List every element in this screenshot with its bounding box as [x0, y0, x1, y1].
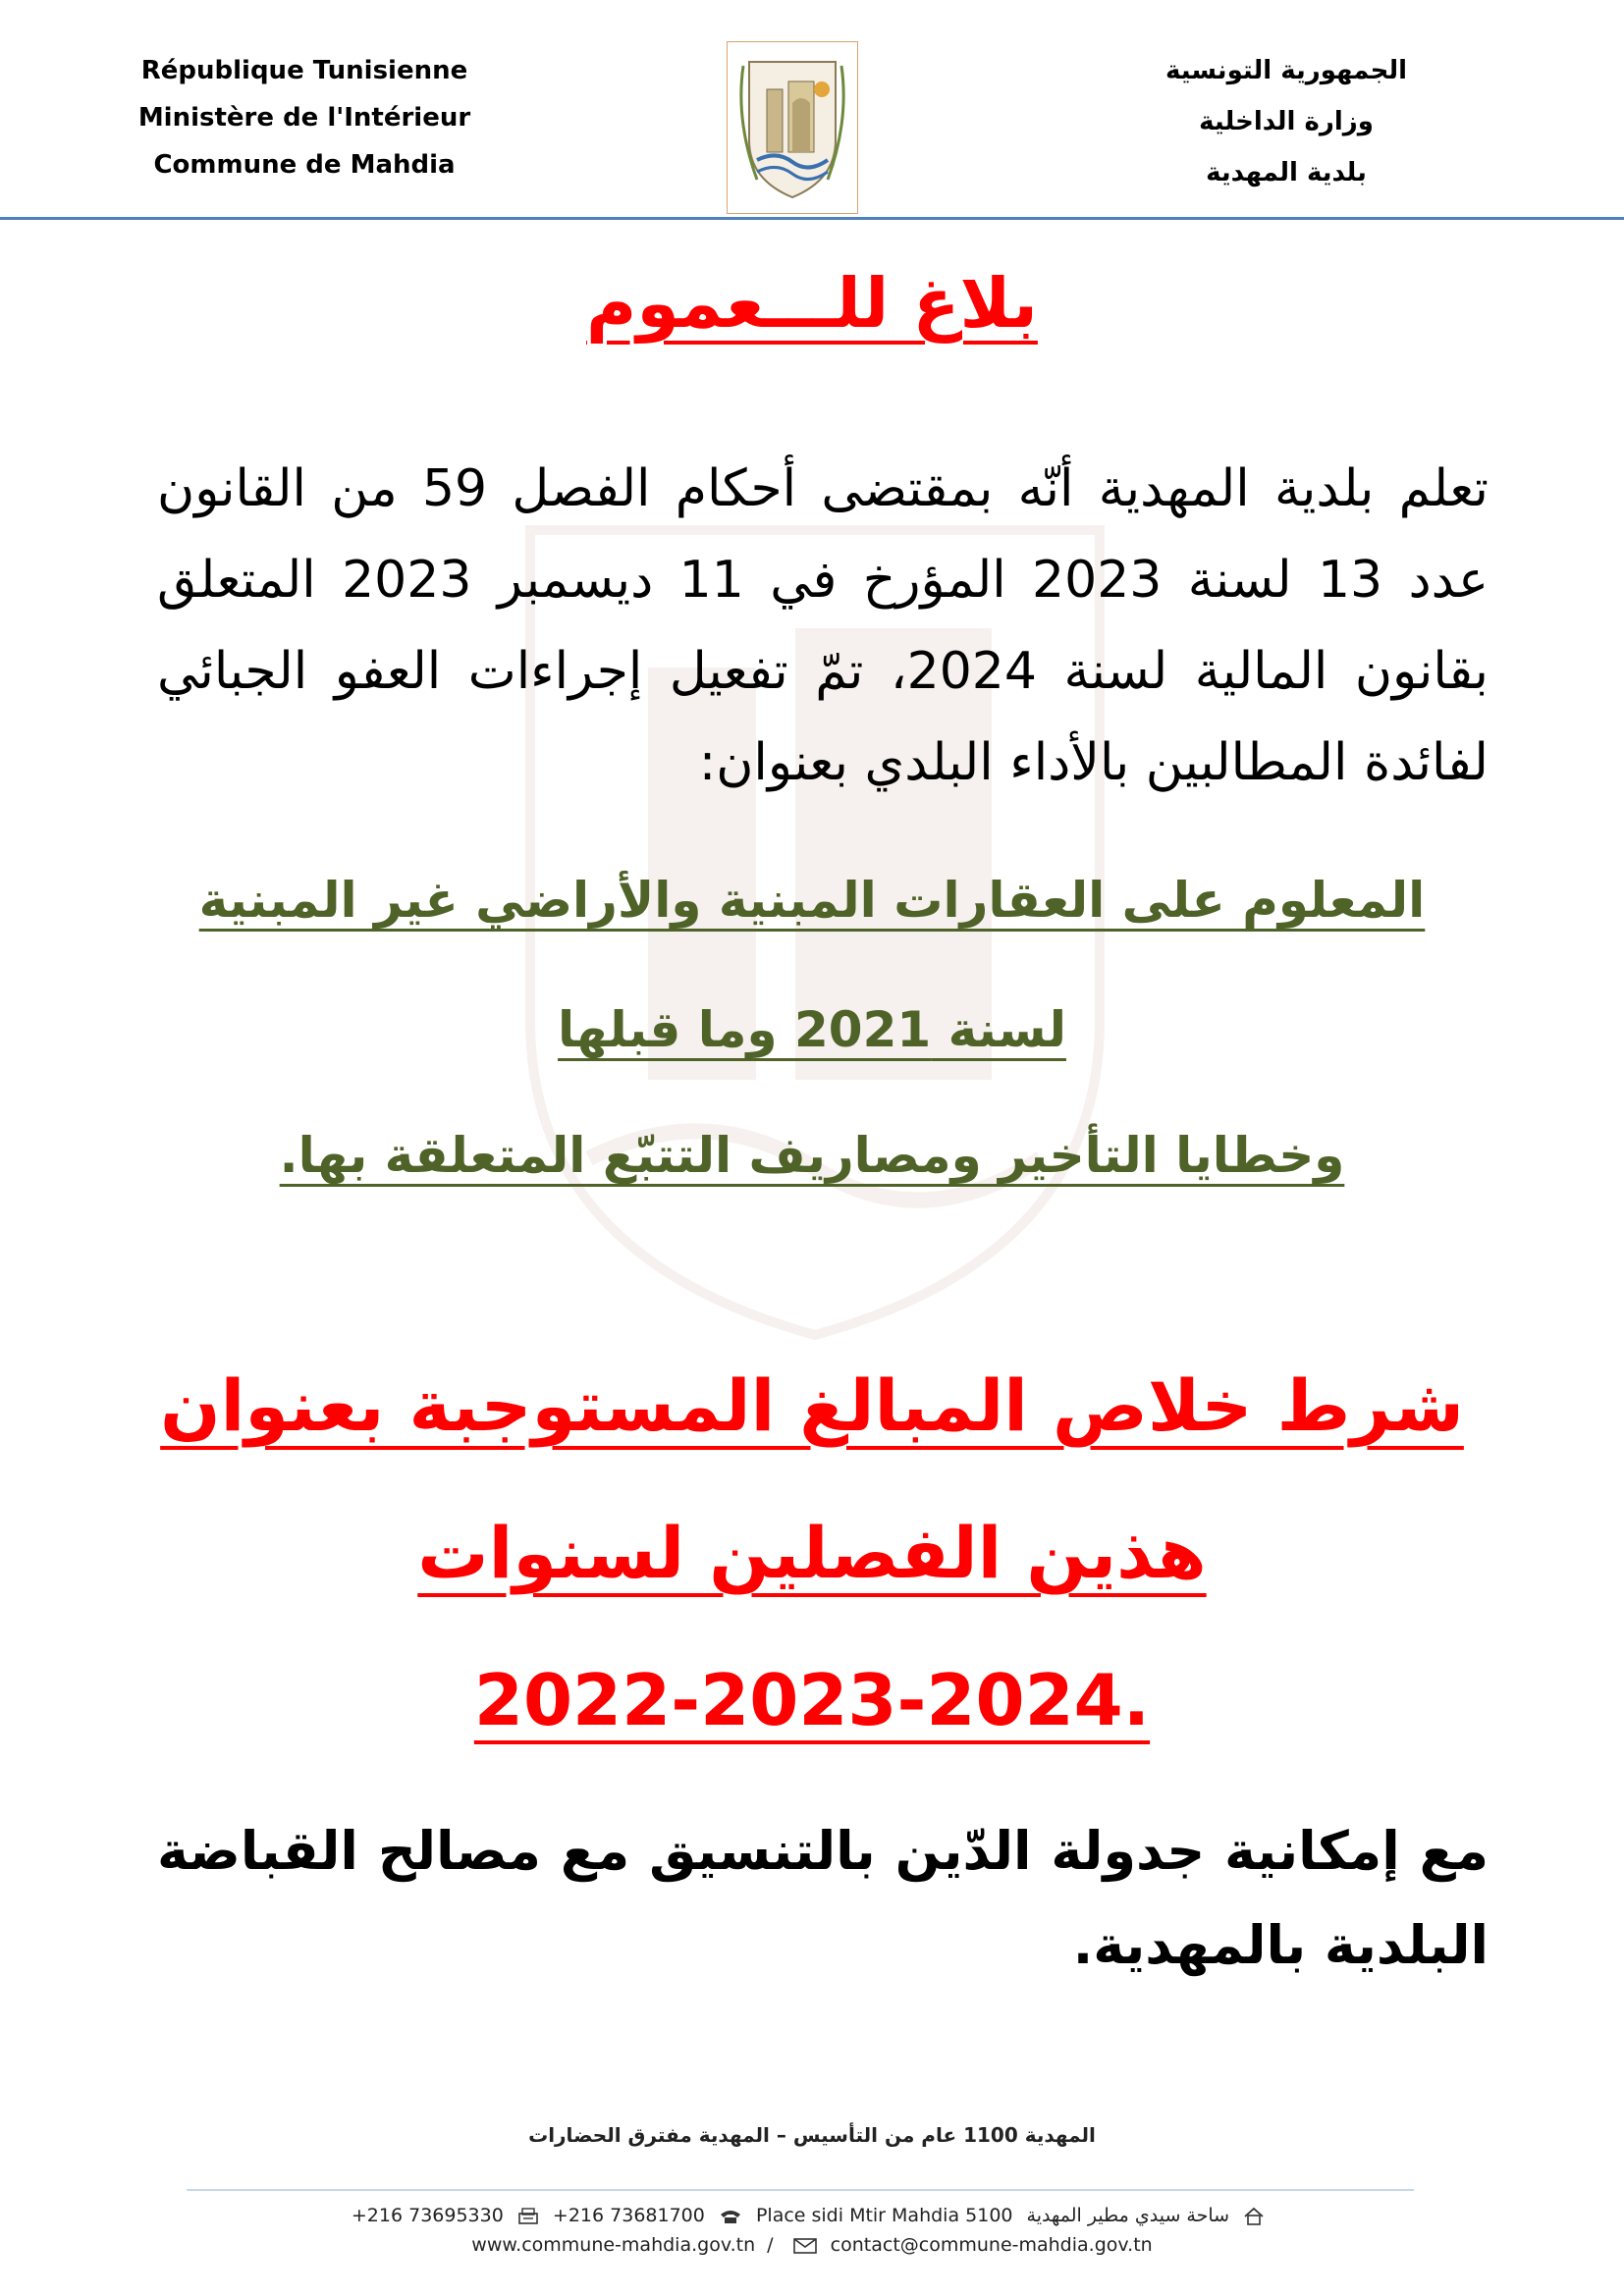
header-fr-country: République Tunisienne: [140, 56, 468, 85]
fax-icon: [517, 2208, 539, 2225]
footer-separator: /: [767, 2234, 774, 2256]
condition-years: [0, 1659, 1624, 1741]
notice-title-text: بلاغ للـــعموم: [586, 263, 1038, 344]
header-ar-country: الجمهورية التونسية: [1164, 56, 1408, 85]
municipal-emblem: [727, 41, 858, 214]
footer-web-line: [157, 2234, 1467, 2256]
header-ar-ministry: وزارة الداخلية: [1199, 107, 1374, 136]
body-paragraph: تعلم بلدية المهدية أنّه بمقتضى أحكام الفصل 59 من القانون عدد 13 لسنة 2023 المؤرخ في 11 ديسمبر 2023 المتعلق بقانون المالية لسنة 2024، تمّ تفعيل إجراءات العفو الجبائي لفائدة المطالبين بالأداء البلدي بعنوان:: [157, 459, 1489, 792]
header-french-block: [108, 47, 501, 188]
condition-line-2: [0, 1512, 1624, 1594]
header-divider: [0, 217, 1624, 220]
footer-motto: المهدية 1100 عام من التأسيس – المهدية مفترق الحضارات: [528, 2123, 1096, 2147]
home-icon: [1243, 2207, 1265, 2226]
green-line-2: [157, 1001, 1467, 1058]
condition-years-text: 2022-2023-2024.: [473, 1659, 1151, 1741]
footer-website[interactable]: www.commune-mahdia.gov.tn: [471, 2234, 756, 2256]
header-arabic-block: [1090, 45, 1483, 198]
footer-address-ar: ساحة سيدي مطير المهدية: [1026, 2205, 1230, 2226]
condition-line-2-text: هذين الفصلين لسنوات: [417, 1512, 1207, 1594]
green-line-2-text: لسنة 2021 وما قبلها: [558, 1001, 1066, 1058]
notice-title: [0, 263, 1624, 344]
header-fr-commune: Commune de Mahdia: [153, 150, 456, 180]
footer-fax: +216 73695330: [351, 2205, 504, 2226]
green-line-3-text: وخطايا التأخير ومصاريف التتبّع المتعلقة بها.: [279, 1127, 1345, 1184]
footer-contact-line: [157, 2205, 1467, 2226]
footer-address-fr: Place sidi Mtir Mahdia 5100: [755, 2205, 1013, 2226]
closing-paragraph: مع إمكانية جدولة الدّين بالتنسيق مع مصالح القباضة البلدية بالمهدية.: [157, 1820, 1489, 1976]
header-fr-ministry: Ministère de l'Intérieur: [137, 103, 471, 133]
footer-divider: [187, 2189, 1414, 2191]
header-ar-commune: بلدية المهدية: [1206, 158, 1367, 187]
condition-line-1-text: شرط خلاص المبالغ المستوجبة بعنوان: [160, 1364, 1464, 1447]
email-icon: [793, 2238, 817, 2254]
green-line-1: [157, 872, 1467, 929]
footer-email[interactable]: contact@commune-mahdia.gov.tn: [830, 2234, 1153, 2256]
municipal-emblem-icon: [728, 42, 857, 213]
phone-icon: [719, 2209, 742, 2224]
green-line-3: [157, 1127, 1467, 1184]
green-line-1-text: المعلوم على العقارات المبنية والأراضي غير المبنية: [198, 872, 1426, 929]
condition-line-1: [0, 1364, 1624, 1447]
footer-phone: +216 73681700: [552, 2205, 705, 2226]
